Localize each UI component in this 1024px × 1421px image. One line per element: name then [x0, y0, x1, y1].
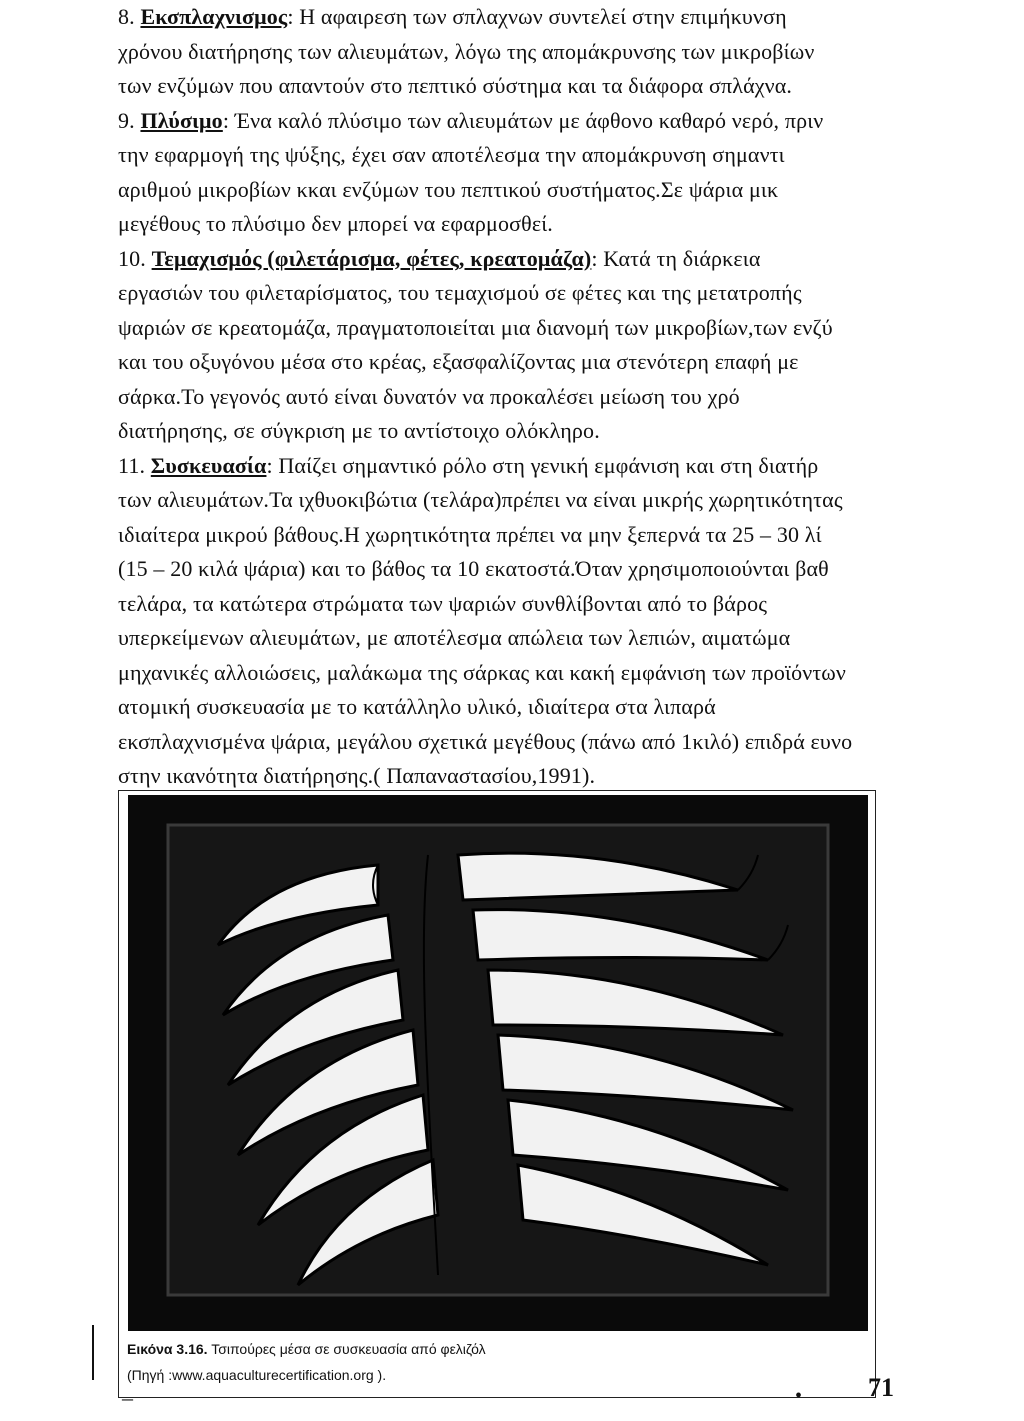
- p8-line-2: χρόνου διατήρησης των αλιευμάτων, λόγω της απομάκρυνσης των μικροβίων: [118, 38, 815, 64]
- figure-caption: [127, 1341, 486, 1357]
- figure-source: (Πηγή :www.aquaculturecertification.org ).: [127, 1367, 387, 1383]
- p10-heading: Τεμαχισμός (φιλετάρισμα, φέτες, κρεατομάζα): [151, 245, 592, 271]
- p11-number: 11.: [118, 452, 146, 478]
- p8-line-3: των ενζύμων που απαντούν στο πεπτικό σύστημα και τα διάφορα σπλάχνα.: [118, 73, 793, 98]
- p11-line-5: τελάρα, τα κατώτερα στρώματα των ψαριών συνθλίβονται από το βάρος: [118, 590, 768, 616]
- figure-3-16: [118, 790, 876, 1398]
- p10-line-2: εργασιών του φιλεταρίσματος, του τεμαχισμού σε φέτες και της μετατροπής: [118, 280, 802, 305]
- p11-heading: Συσκευασία: [150, 452, 267, 478]
- p9-line-4: μεγέθους το πλύσιμο δεν μπορεί να εφαρμοσθεί.: [118, 211, 553, 236]
- p11-line-7: μηχανικές αλλοιώσεις, μαλάκωμα της σάρκας και κακή εμφάνιση των προϊόντων: [118, 659, 847, 685]
- margin-mark: [92, 1325, 94, 1380]
- page-number: 71: [868, 1373, 894, 1402]
- footer-dot: •: [795, 1385, 803, 1407]
- figure-caption-text: Τσιπούρες μέσα σε συσκευασία από φελιζόλ: [211, 1341, 486, 1357]
- p11-line-6: υπερκείμενων αλιευμάτων, με αποτέλεσμα απώλεια των λεπιών, αιματώμα: [118, 625, 791, 650]
- p9-line-3: αριθμού μικροβίων κκαι ενζύμων του πεπτικού συστήματος.Σε ψάρια μικ: [118, 176, 779, 202]
- p8-line-1: [118, 0, 1018, 35]
- p8-line1-text: : Η αφαιρεση των σπλαχνων συντελεί στην επιμήκυνση: [287, 4, 787, 29]
- fish-in-box-photo: [128, 795, 868, 1331]
- p9-line1-text: : Ένα καλό πλύσιμο των αλιευμάτων με άφθονο καθαρό νερό, πριν: [222, 107, 824, 133]
- p11-line-3: ιδιαίτερα μικρού βάθους.Η χωρητικότητα πρέπει να μην ξεπερνά τα 25 – 30 λί: [118, 521, 822, 547]
- p11-line-10: στην ικανότητα διατήρησης.( Παπαναστασίου,1991).: [118, 763, 596, 788]
- p9-number: 9.: [118, 107, 135, 133]
- p10-line1-text: : Κατά τη διάρκεια: [591, 245, 761, 271]
- p11-line-9: εκσπλαχνισμένα ψάρια, μεγάλου σχετικά μεγέθους (πάνω από 1κιλό) επιδρά ευνο: [118, 728, 853, 754]
- p8-number: 8.: [118, 4, 135, 29]
- footer-dash: –: [122, 1385, 133, 1410]
- p10-line-4: και του οξυγόνου μέσα στο κρέας, εξασφαλίζοντας μια στενότερη επαφή με: [118, 349, 799, 374]
- p9-line-1: [118, 104, 1018, 139]
- p11-line-2: των αλιευμάτων.Τα ιχθυοκιβώτια (τελάρα)πρέπει να είναι μικρής χωρητικότητας: [118, 487, 843, 512]
- p9-heading: Πλύσιμο: [140, 107, 223, 133]
- p10-number: 10.: [118, 245, 146, 271]
- p9-line-2: την εφαρμογή της ψύξης, έχει σαν αποτέλεσμα την απομάκρυνση σημαντι: [118, 142, 785, 167]
- p10-line-1: [118, 242, 1018, 277]
- p11-line-1: [118, 449, 1018, 484]
- figure-label: Εικόνα 3.16.: [127, 1341, 208, 1357]
- body-text: [118, 0, 1018, 794]
- p11-line-8: ατομική συσκευασία με το κατάλληλο υλικό, ιδιαίτερα στα λιπαρά: [118, 694, 716, 719]
- p8-heading: Εκσπλαχνισμος: [140, 4, 288, 29]
- p10-line-3: ψαριών σε κρεατομάζα, πραγματοποιείται μια διανομή των μικροβίων,των ενζύ: [118, 314, 833, 340]
- p10-line-5: σάρκα.Το γεγονός αυτό είναι δυνατόν να προκαλέσει μείωση του χρό: [118, 383, 740, 409]
- p10-line-6: διατήρησης, σε σύγκριση με το αντίστοιχο ολόκληρο.: [118, 418, 600, 443]
- p11-line1-text: : Παίζει σημαντικό ρόλο στη γενική εμφάνιση και στη διατήρ: [266, 452, 819, 478]
- p11-line-4: (15 – 20 κιλά ψάρια) και το βάθος τα 10 εκατοστά.Όταν χρησιμοποιούνται βαθ: [118, 556, 829, 581]
